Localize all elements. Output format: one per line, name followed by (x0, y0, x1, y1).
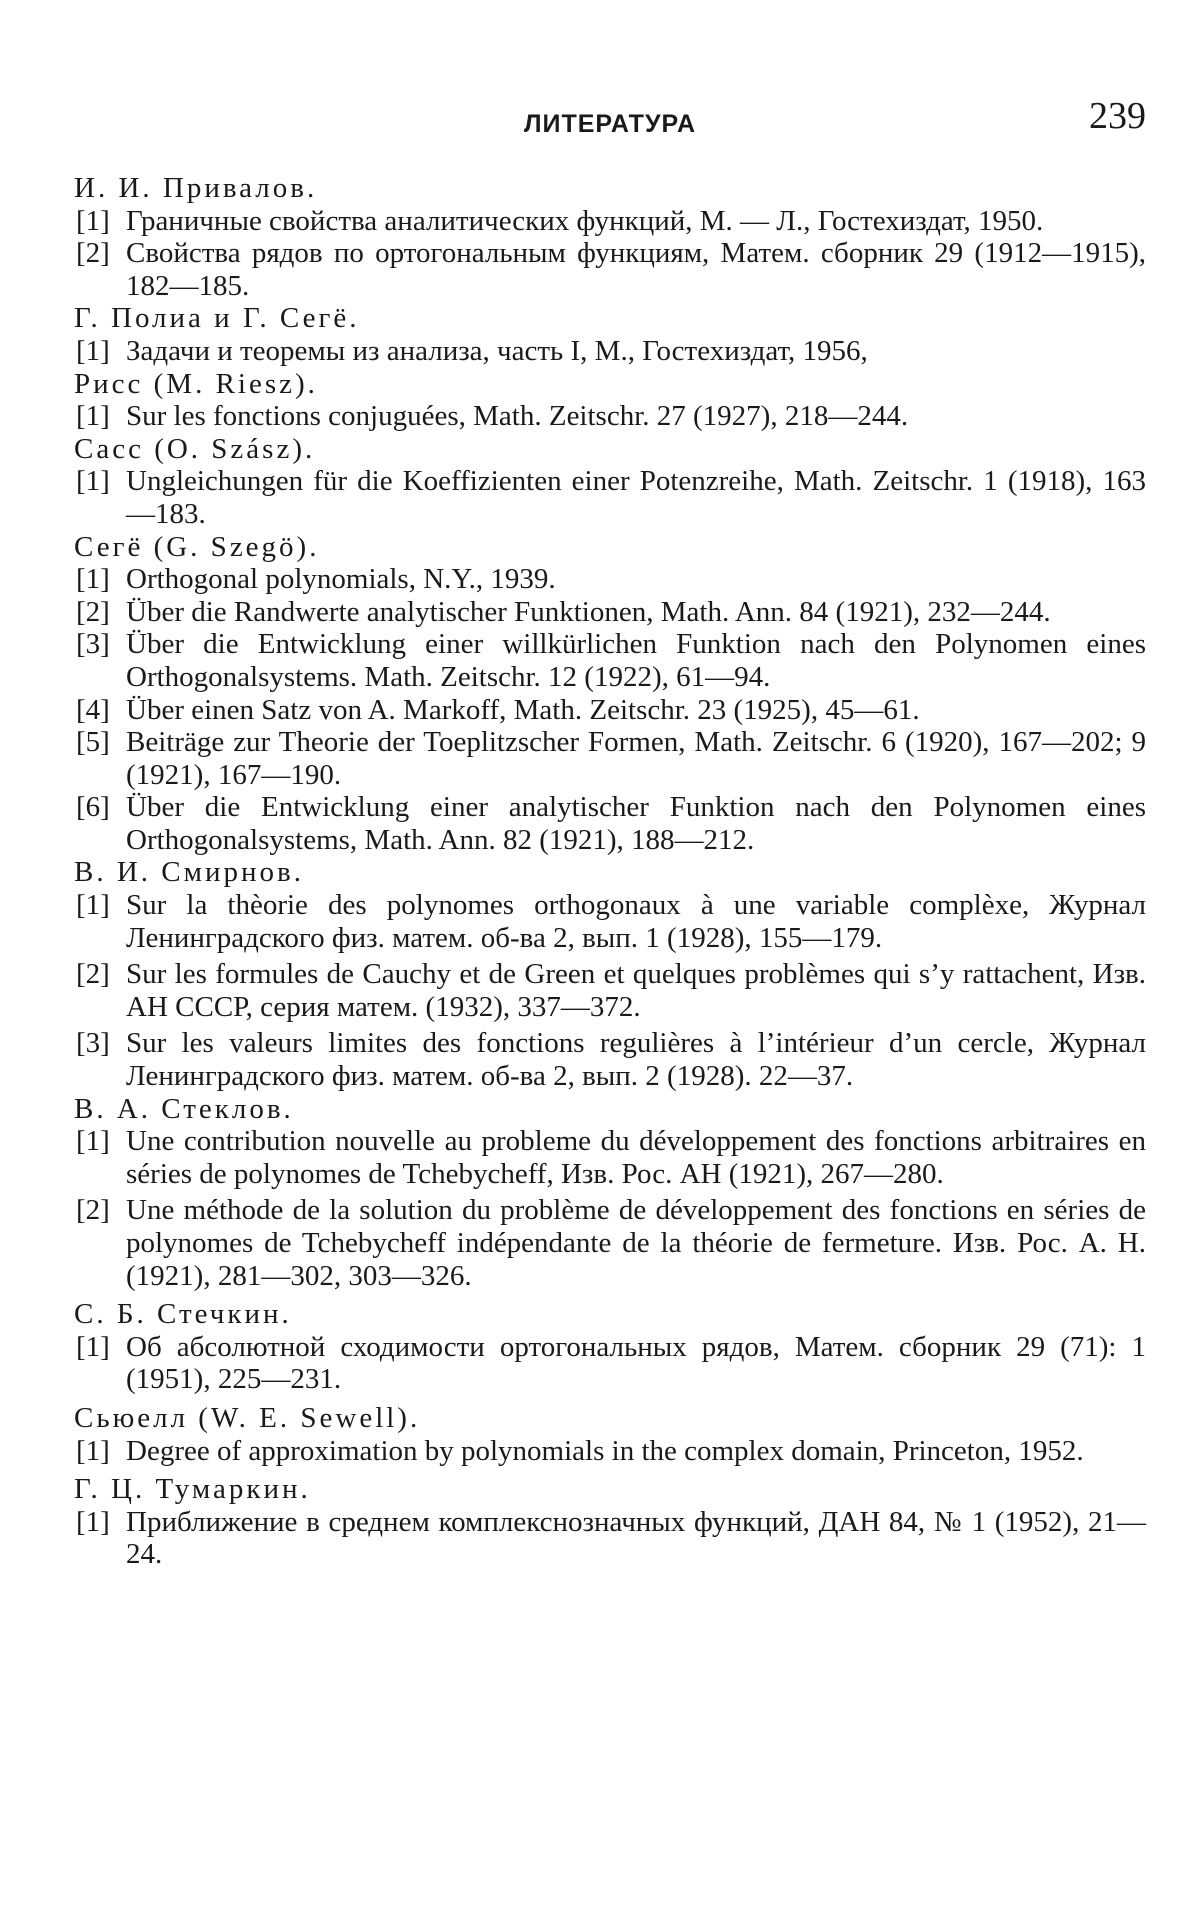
reference-entry (74, 791, 1146, 856)
author-heading: В. И. Смирнов. (74, 856, 304, 889)
page-title: ЛИТЕРАТУРА (523, 110, 697, 138)
author-heading: И. И. Привалов. (74, 172, 318, 204)
reference-entry (74, 726, 1146, 791)
reference-number: [1] (76, 1505, 110, 1538)
bibliography-page (74, 95, 1146, 1571)
author-heading: В. А. Стеклов. (74, 1092, 294, 1125)
author-heading: Рисс (M. Riesz). (74, 367, 318, 400)
page-number: 239 (1089, 95, 1146, 137)
reference-text: Граничные свойства аналитических функций, М. — Л., Гостехиздат, 1950. (126, 204, 1044, 237)
reference-number: [2] (76, 237, 110, 270)
reference-text: Une contribution nouvelle au probleme du développement des fonctions arbitraires en séries de polynomes de Tchebycheff, Изв. Рос. АН (1921), 267—280. (126, 1125, 1146, 1190)
reference-number: [3] (76, 628, 110, 661)
reference-number: [1] (76, 1434, 110, 1467)
reference-number: [1] (76, 400, 110, 433)
reference-entry (74, 1194, 1146, 1292)
reference-text: Beiträge zur Theorie der Toeplitzscher Formen, Math. Zeitschr. 6 (1920), 167—202; 9 (1921), 167—190. (126, 726, 1146, 791)
reference-number: [2] (76, 958, 110, 991)
reference-entry (74, 694, 1146, 727)
reference-text: Приближение в среднем комплекснозначных функций, ДАН 84, № 1 (1952), 21—24. (126, 1505, 1146, 1571)
reference-entry (74, 335, 1146, 368)
reference-number: [1] (76, 334, 110, 367)
reference-entry (74, 596, 1146, 629)
reference-entry (74, 1435, 1146, 1468)
author-heading: Г. Ц. Тумаркин. (74, 1473, 311, 1506)
reference-text: Über einen Satz von A. Markoff, Math. Zeitschr. 23 (1925), 45—61. (126, 693, 920, 726)
reference-text: Задачи и теоремы из анализа, часть I, М., Гостехиздат, 1956, (126, 334, 868, 367)
reference-entry (74, 1027, 1146, 1092)
reference-entry (74, 1331, 1146, 1396)
reference-entry (74, 205, 1146, 238)
reference-number: [5] (76, 726, 110, 759)
reference-entry (74, 400, 1146, 433)
author-heading: Г. Полиа и Г. Сегё. (74, 302, 360, 335)
reference-number: [2] (76, 1194, 110, 1227)
reference-text: Sur les fonctions conjuguées, Math. Zeitschr. 27 (1927), 218—244. (126, 400, 909, 433)
reference-number: [1] (76, 889, 110, 922)
reference-entry (74, 628, 1146, 693)
reference-entry (74, 1506, 1146, 1571)
reference-number: [1] (76, 563, 110, 596)
reference-number: [2] (76, 595, 110, 628)
reference-text: Ungleichungen für die Koeffizienten einer Potenzreihe, Math. Zeitschr. 1 (1918), 163—183. (126, 465, 1146, 530)
reference-number: [3] (76, 1027, 110, 1060)
reference-entry (74, 958, 1146, 1023)
reference-entry (74, 237, 1146, 302)
reference-text: Degree of approximation by polynomials in the complex domain, Princeton, 1952. (126, 1434, 1084, 1467)
reference-list (74, 172, 1146, 1571)
reference-number: [1] (76, 1125, 110, 1158)
reference-number: [1] (76, 1330, 110, 1363)
reference-entry (74, 465, 1146, 530)
reference-text: Sur les formules de Cauchy et de Green et quelques problèmes qui s’y rattachent, Изв. АН СССР, серия матем. (1932), 337—372. (126, 958, 1146, 1023)
reference-text: Über die Randwerte analytischer Funktionen, Math. Ann. 84 (1921), 232—244. (126, 595, 1051, 628)
reference-text: Über die Entwicklung einer analytischer Funktion nach den Polynomen eines Orthogonalsystems, Math. Ann. 82 (1921), 188—212. (126, 791, 1146, 856)
reference-text: Sur la thèorie des polynomes orthogonaux à une variable complèxe, Журнал Ленинградского физ. матем. об-ва 2, вып. 1 (1928), 155—179. (126, 889, 1146, 954)
reference-text: Über die Entwicklung einer willkürlichen Funktion nach den Polynomen eines Orthogonalsystems. Math. Zeitschr. 12 (1922), 61—94. (126, 628, 1146, 693)
reference-number: [6] (76, 791, 110, 824)
reference-number: [1] (76, 204, 110, 237)
reference-text: Orthogonal polynomials, N.Y., 1939. (126, 563, 556, 596)
author-heading: Сьюелл (W. E. Sewell). (74, 1401, 421, 1434)
reference-entry (74, 889, 1146, 954)
author-heading: Сегё (G. Szegö). (74, 530, 320, 563)
reference-text: Sur les valeurs limites des fonctions regulières à l’intérieur d’un cercle, Журнал Ленинградского физ. матем. об-ва 2, вып. 2 (1928). 22—37. (126, 1027, 1146, 1093)
author-heading: С. Б. Стечкин. (74, 1298, 292, 1331)
reference-text: Свойства рядов по ортогональным функциям, Матем. сборник 29 (1912—1915), 182—185. (126, 237, 1146, 302)
reference-number: [1] (76, 465, 110, 498)
author-heading: Сасс (O. Szász). (74, 432, 316, 465)
reference-entry (74, 563, 1146, 596)
reference-text: Об абсолютной сходимости ортогональных рядов, Матем. сборник 29 (71): 1 (1951), 225—231. (126, 1330, 1146, 1396)
reference-entry (74, 1125, 1146, 1190)
page-header (74, 95, 1146, 144)
reference-number: [4] (76, 693, 110, 726)
reference-text: Une méthode de la solution du problème de développement des fonctions en séries de polynomes de Tchebycheff indépendante de la théorie de fermeture. Изв. Рос. А. Н. (1921), 281—302, 303—326. (126, 1194, 1146, 1292)
